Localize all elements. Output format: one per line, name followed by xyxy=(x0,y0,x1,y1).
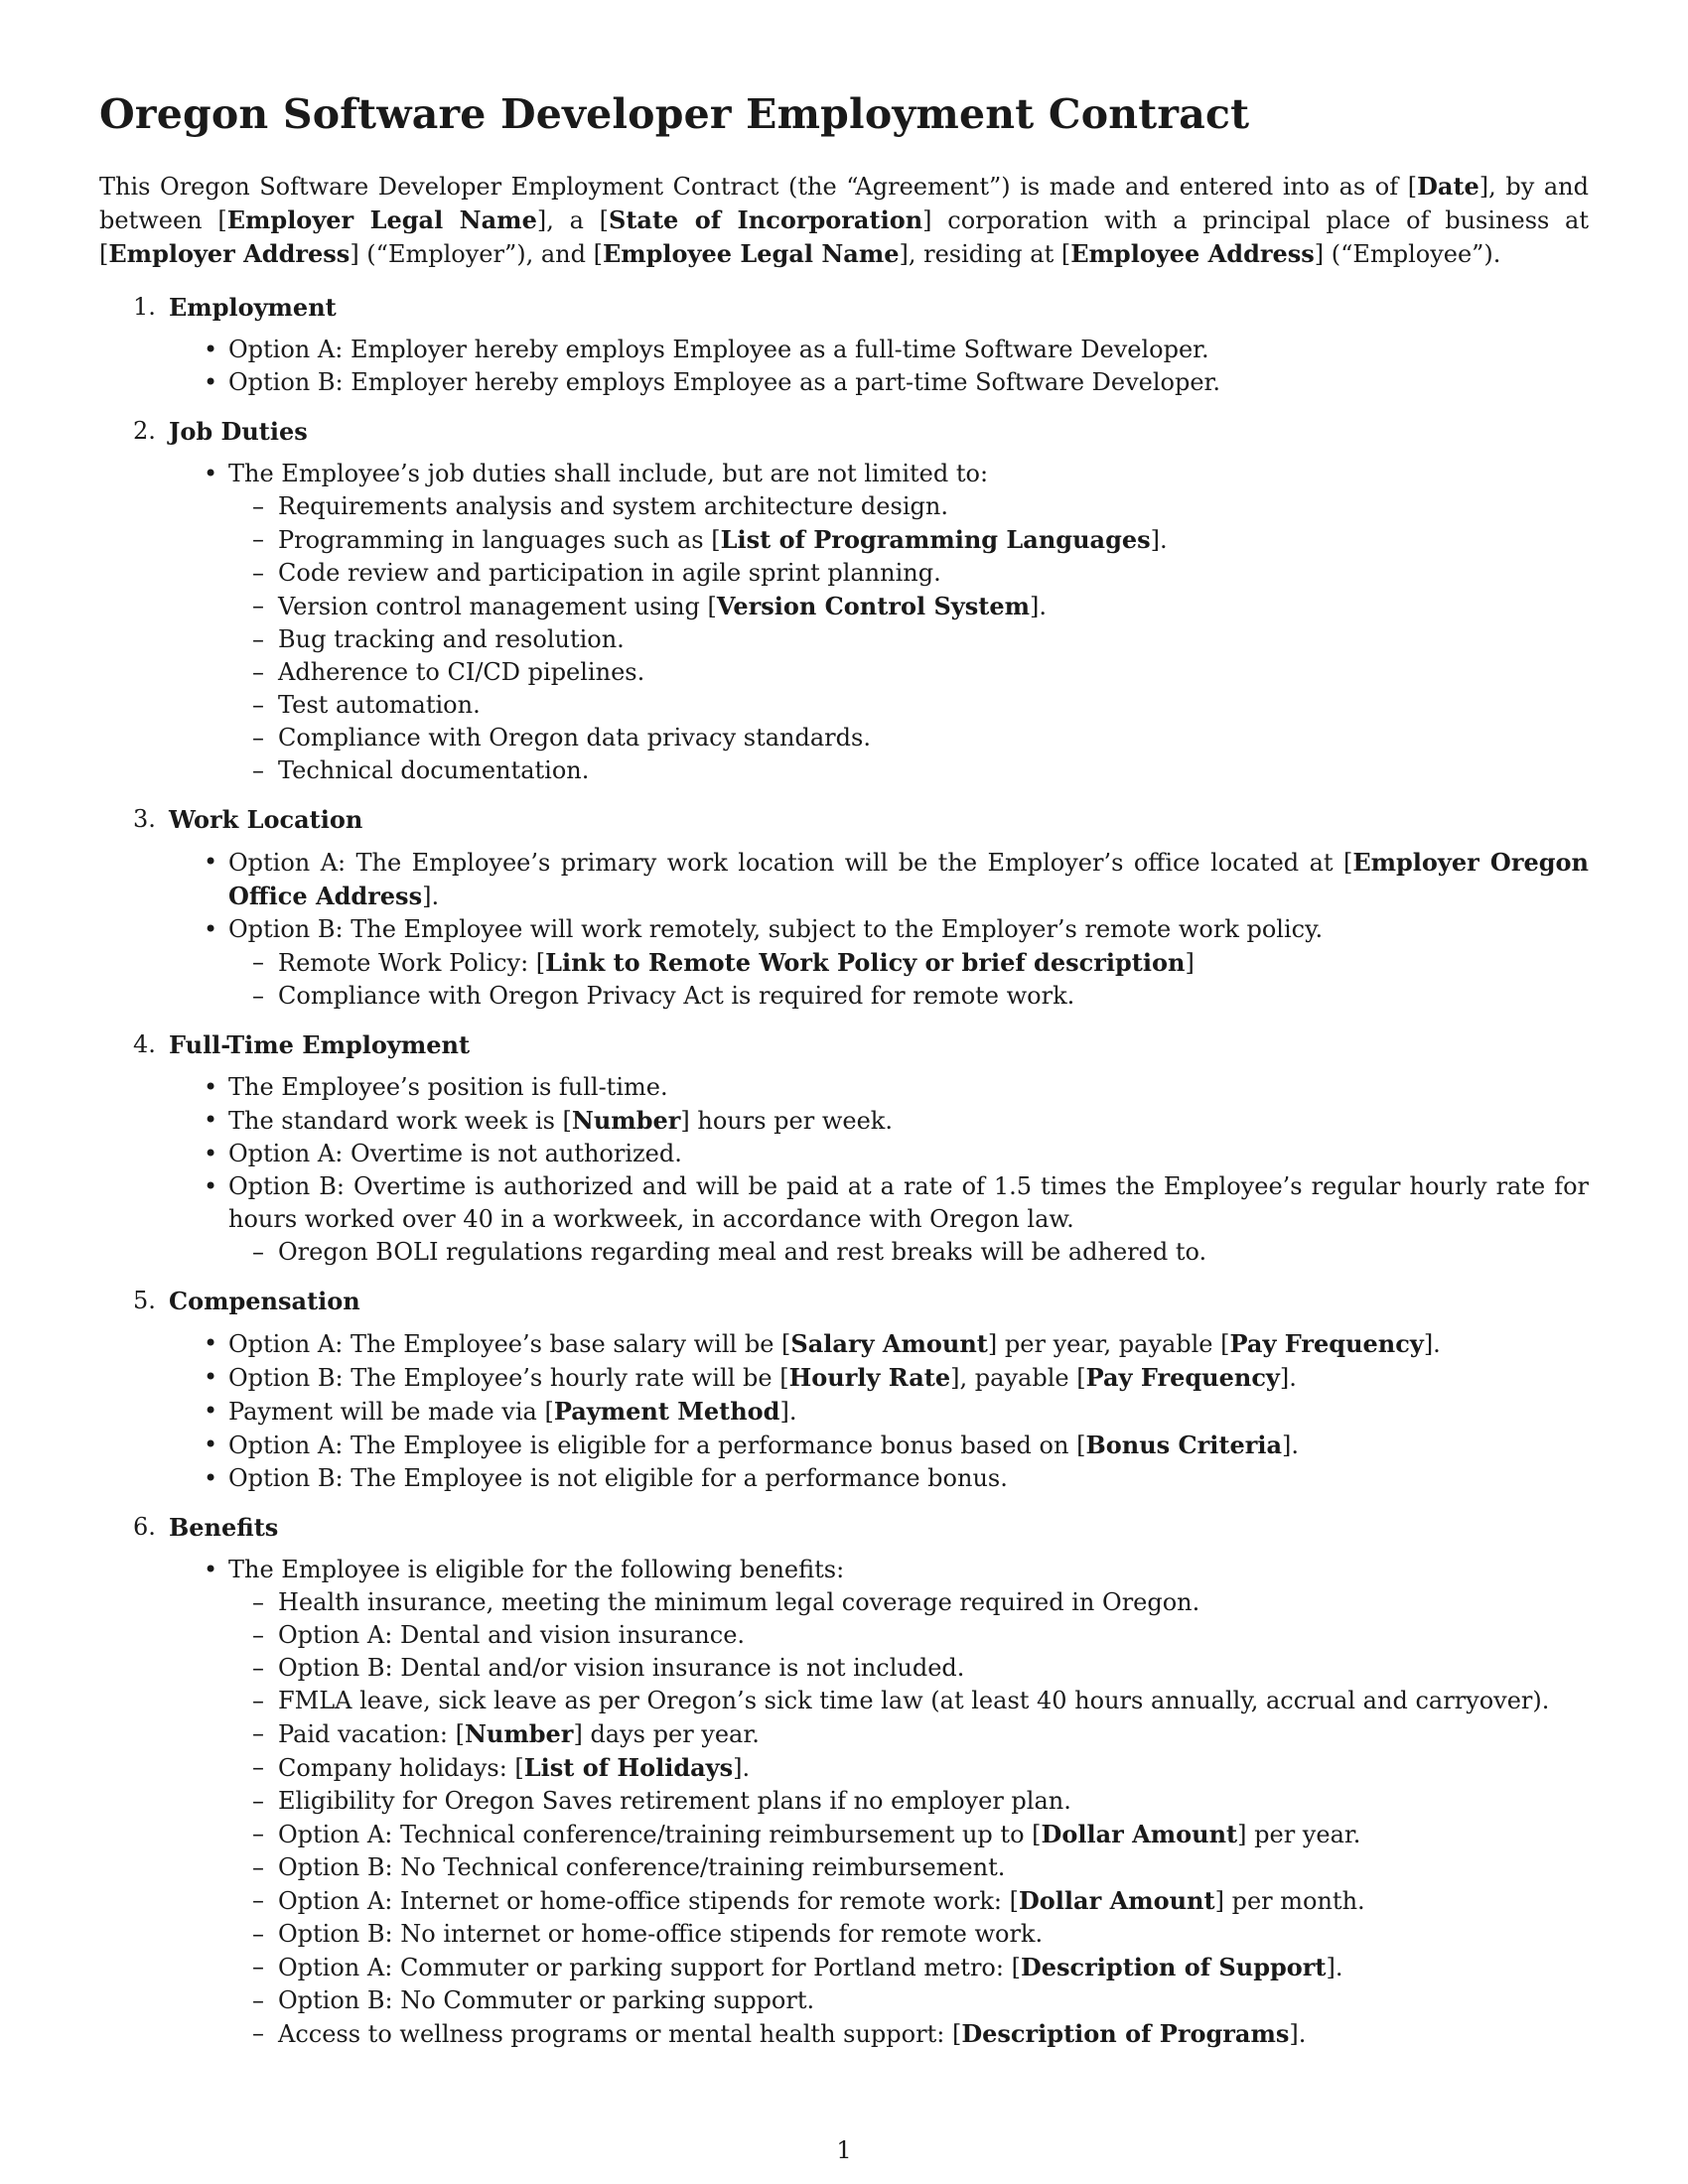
placeholder-employer-address: Employer Address xyxy=(108,239,351,269)
placeholder-employee-address: Employee Address xyxy=(1070,239,1315,269)
section-title: Compensation xyxy=(169,1287,360,1316)
sub-list xyxy=(228,1586,1589,2051)
bullet-list xyxy=(169,1327,1589,1495)
list-item: • The Employee’s position is full-time. xyxy=(169,1071,1589,1104)
sub-list-item: – Requirements analysis and system architecture design. xyxy=(228,490,1589,523)
sub-list-item: – Option A: Commuter or parking support for Portland metro: [Description of Support]. xyxy=(228,1951,1589,1984)
section-work-location xyxy=(99,803,1589,1013)
section-title: Work Location xyxy=(169,805,363,835)
list-item: • Option B: The Employee will work remotely, subject to the Employer’s remote work policy. – Remote Work Policy: [Link to Remote Work Policy or brief description] – Compliance with Oregon Privacy Act is required for remote work. xyxy=(169,913,1589,1013)
section-full-time-employment xyxy=(99,1028,1589,1269)
sub-list-item: – Option A: Internet or home-office stipends for remote work: [Dollar Amount] per month. xyxy=(228,1884,1589,1918)
section-title: Benefits xyxy=(169,1513,279,1543)
section-list xyxy=(99,291,1589,2051)
section-number: 4. xyxy=(133,1030,156,1059)
bullet-list xyxy=(169,334,1589,399)
list-item: • Option B: Employer hereby employs Employee as a part-time Software Developer. xyxy=(169,366,1589,399)
sub-list-item: – FMLA leave, sick leave as per Oregon’s sick time law (at least 40 hours annually, accrual and carryover). xyxy=(228,1685,1589,1717)
sub-list xyxy=(228,1236,1589,1269)
list-item: • Option A: Overtime is not authorized. xyxy=(169,1138,1589,1170)
sub-list xyxy=(228,946,1589,1013)
document-page xyxy=(99,91,1589,2067)
sub-list-item: – Oregon BOLI regulations regarding meal and rest breaks will be adhered to. xyxy=(228,1236,1589,1269)
list-item: • Option A: The Employee’s primary work location will be the Employer’s office located at [Employer Oregon Office Address]. xyxy=(169,846,1589,913)
section-number: 6. xyxy=(133,1513,156,1542)
sub-list-item: – Option A: Dental and vision insurance. xyxy=(228,1619,1589,1652)
intro-paragraph: This Oregon Software Developer Employment Contract (the “Agreement”) is made and entered into as of [Date], by and between [Employer Legal Name], a [State of Incorporation] corporation with a principal place of business at [Employer Address] (“Employer”), and [Employee Legal Name], residing at [Employee Address] (“Employee”). xyxy=(99,172,1590,269)
sub-list xyxy=(228,490,1589,787)
sub-list-item: – Eligibility for Oregon Saves retirement plans if no employer plan. xyxy=(228,1785,1589,1818)
sub-list-item: – Technical documentation. xyxy=(228,754,1589,787)
section-title: Full-Time Employment xyxy=(169,1030,471,1060)
section-employment xyxy=(99,291,1589,399)
list-item: • Option B: Overtime is authorized and will be paid at a rate of 1.5 times the Employee’s regular hourly rate for hours worked over 40 in a workweek, in accordance with Oregon law. – Oregon BOLI regulations regarding meal and rest breaks will be adhered to. xyxy=(169,1170,1589,1269)
list-item: • The Employee’s job duties shall include, but are not limited to: – Requirements analysis and system architecture design. – Programming in languages such as [List of Programming Languages]. – Code review and participation in agile sprint planning. – Version control management using [Version Control System]. – Bug tracking and resolution. – Adherence to CI/CD pipelines. – Test automation. – Compliance with Oregon data privacy standards. – Technical documentation. xyxy=(169,458,1589,787)
bullet-list xyxy=(169,1554,1589,2051)
sub-list-item: – Paid vacation: [Number] days per year. xyxy=(228,1717,1589,1751)
list-item: • The Employee is eligible for the following benefits: – Health insurance, meeting the minimum legal coverage required in Oregon. – Option A: Dental and vision insurance. – Option B: Dental and/or vision insurance is not included. – FMLA leave, sick leave as per Oregon’s sick time law (at least 40 hours annually, accrual and carryover). – Paid vacation: [Number] days per year. – Company holidays: [List of Holidays]. – Eligibility for Oregon Saves retirement plans if no employer plan. – Option A: Technical conference/training reimbursement up to [Dollar Amount] per year. – Option B: No Technical conference/training reimbursement. – Option A: Internet or home-office stipends for remote work: [Dollar Amount] per month. – Option B: No internet or home-office stipends for remote work. – Option A: Commuter or parking support for Portland metro: [Description of Support]. – Option B: No Commuter or parking support. – Access to wellness programs or mental health support: [Description of Programs]. xyxy=(169,1554,1589,2051)
sub-list-item: – Version control management using [Version Control System]. xyxy=(228,590,1589,623)
sub-list-item: – Company holidays: [List of Holidays]. xyxy=(228,1751,1589,1785)
sub-list-item: – Remote Work Policy: [Link to Remote Work Policy or brief description] xyxy=(228,946,1589,980)
bullet-list xyxy=(169,846,1589,1013)
section-number: 1. xyxy=(133,293,156,322)
sub-list-item: – Health insurance, meeting the minimum legal coverage required in Oregon. xyxy=(228,1586,1589,1619)
placeholder-employer-name: Employer Legal Name xyxy=(226,205,537,235)
placeholder-employee-name: Employee Legal Name xyxy=(602,239,900,269)
sub-list-item: – Option B: Dental and/or vision insurance is not included. xyxy=(228,1652,1589,1685)
sub-list-item: – Code review and participation in agile sprint planning. xyxy=(228,557,1589,590)
sub-list-item: – Adherence to CI/CD pipelines. xyxy=(228,656,1589,689)
placeholder-date: Date xyxy=(1417,172,1479,202)
section-number: 5. xyxy=(133,1287,156,1315)
placeholder-state: State of Incorporation xyxy=(608,205,923,235)
sub-list-item: – Bug tracking and resolution. xyxy=(228,623,1589,656)
section-number: 2. xyxy=(133,417,156,446)
list-item: • Payment will be made via [Payment Method]. xyxy=(169,1395,1589,1429)
sub-list-item: – Test automation. xyxy=(228,689,1589,722)
document-title: Oregon Software Developer Employment Contract xyxy=(99,90,1250,138)
section-job-duties xyxy=(99,415,1589,787)
sub-list-item: – Access to wellness programs or mental health support: [Description of Programs]. xyxy=(228,2017,1589,2051)
bullet-list xyxy=(169,458,1589,787)
list-item: • The standard work week is [Number] hours per week. xyxy=(169,1104,1589,1138)
section-title: Job Duties xyxy=(169,417,308,447)
list-item: • Option A: Employer hereby employs Employee as a full-time Software Developer. xyxy=(169,334,1589,366)
sub-list-item: – Option B: No Commuter or parking support. xyxy=(228,1984,1589,2017)
sub-list-item: – Option A: Technical conference/training reimbursement up to [Dollar Amount] per year. xyxy=(228,1818,1589,1851)
list-item: • Option B: The Employee’s hourly rate will be [Hourly Rate], payable [Pay Frequency]. xyxy=(169,1361,1589,1395)
sub-list-item: – Option B: No internet or home-office stipends for remote work. xyxy=(228,1918,1589,1951)
section-title: Employment xyxy=(169,293,337,323)
sub-list-item: – Compliance with Oregon data privacy standards. xyxy=(228,722,1589,754)
section-benefits xyxy=(99,1511,1589,2051)
section-number: 3. xyxy=(133,805,156,834)
sub-list-item: – Programming in languages such as [List of Programming Languages]. xyxy=(228,523,1589,557)
sub-list-item: – Option B: No Technical conference/training reimbursement. xyxy=(228,1851,1589,1884)
section-compensation xyxy=(99,1285,1589,1495)
page-number: 1 xyxy=(836,2136,852,2164)
bullet-list xyxy=(169,1071,1589,1269)
list-item: • Option A: The Employee’s base salary will be [Salary Amount] per year, payable [Pay Frequency]. xyxy=(169,1327,1589,1361)
list-item: • Option B: The Employee is not eligible for a performance bonus. xyxy=(169,1462,1589,1495)
sub-list-item: – Compliance with Oregon Privacy Act is required for remote work. xyxy=(228,980,1589,1013)
list-item: • Option A: The Employee is eligible for a performance bonus based on [Bonus Criteria]. xyxy=(169,1429,1589,1462)
